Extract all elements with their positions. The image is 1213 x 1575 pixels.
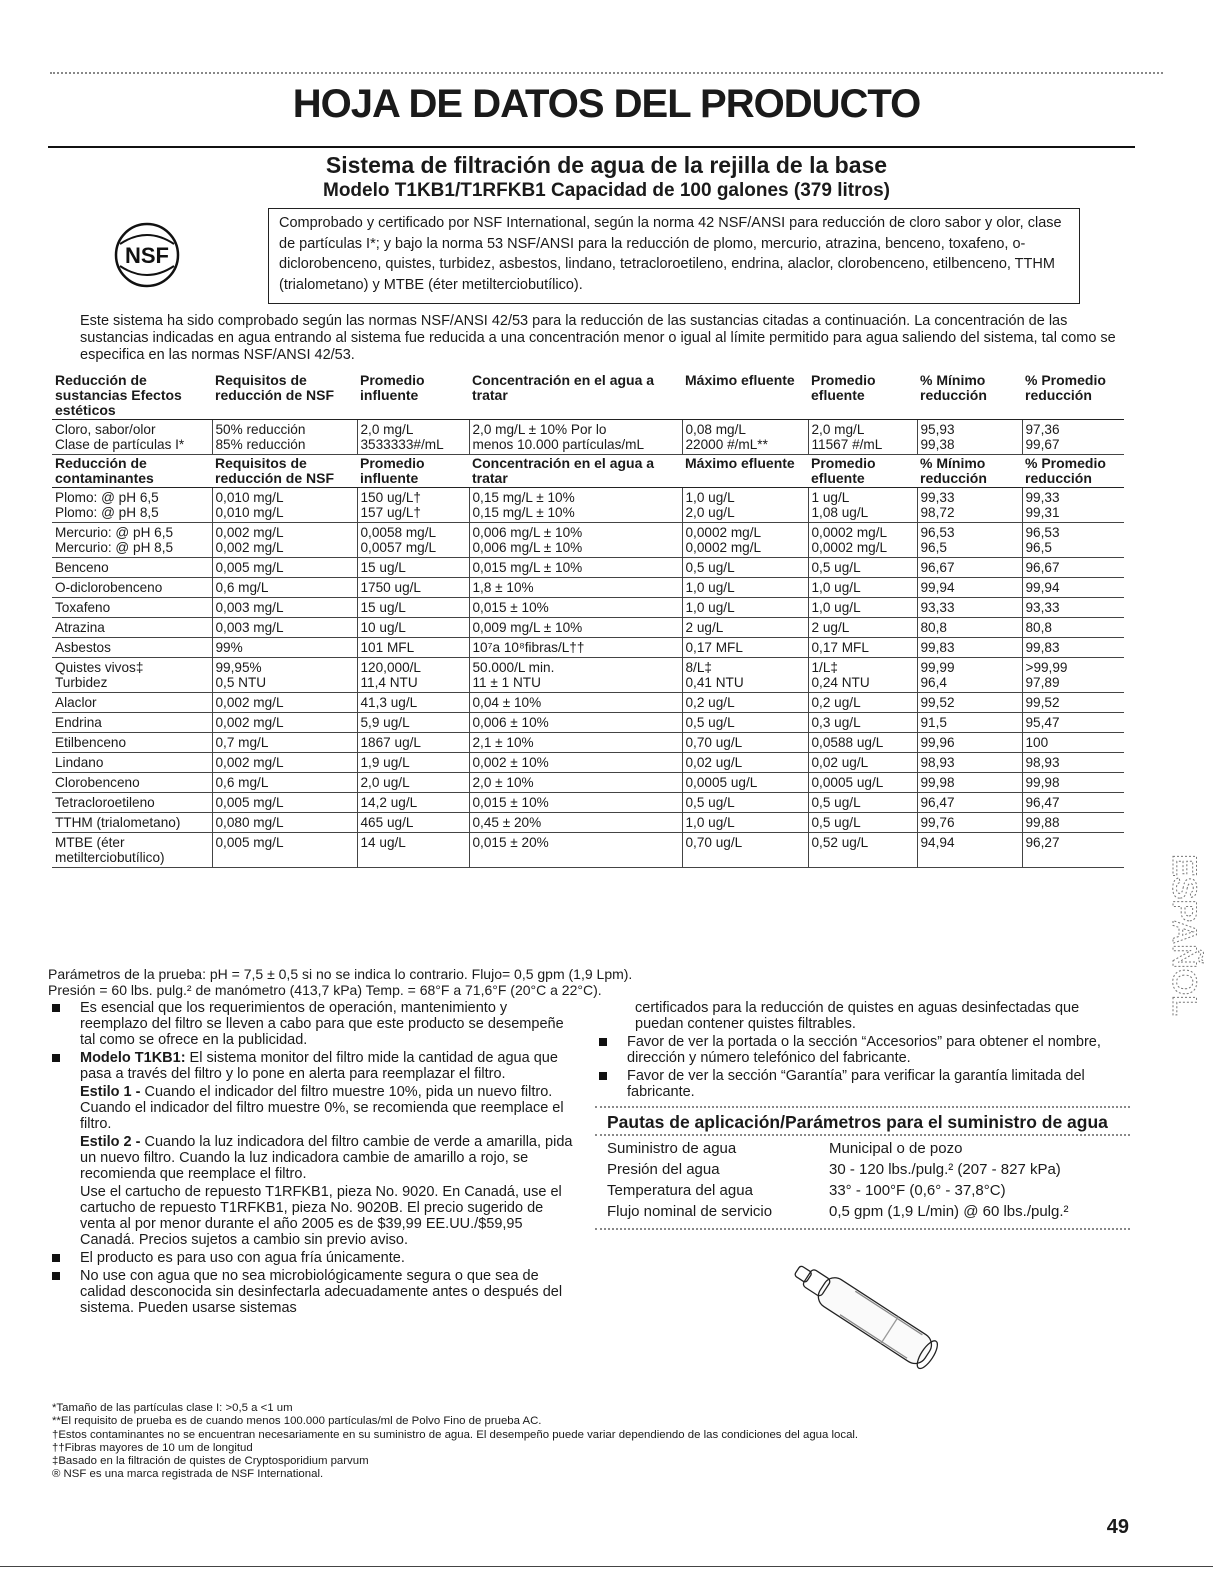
bullet-icon	[52, 1272, 60, 1280]
note-item: No use con agua que no sea microbiológicamente segura o que sea de calidad desconocida sin desinfectarla adecuadamente antes o después del sistema. Pueden usarse sistemas	[48, 1268, 576, 1316]
table-cell: Quistes vivos‡ Turbidez	[52, 658, 212, 693]
table-cell: 0,002 mg/L	[212, 713, 357, 733]
table-cell: 0,003 mg/L	[212, 618, 357, 638]
table-cell: 1,9 ug/L	[357, 753, 469, 773]
table-cell: Cloro, sabor/olor Clase de partículas I*	[52, 420, 212, 455]
table-row	[52, 693, 1124, 713]
footnotes	[52, 1402, 1172, 1482]
bottom-rule	[0, 1566, 1213, 1567]
table-cell: 99,96	[917, 733, 1022, 753]
table-cell: 5,9 ug/L	[357, 713, 469, 733]
table-cell: 1,0 ug/L	[682, 813, 808, 833]
table-cell: 150 ug/L† 157 ug/L†	[357, 488, 469, 523]
table-cell: 8/L‡ 0,41 NTU	[682, 658, 808, 693]
table-cell: Mercurio: @ pH 6,5 Mercurio: @ pH 8,5	[52, 523, 212, 558]
table-cell: 1750 ug/L	[357, 578, 469, 598]
table-cell: 0,0002 mg/L 0,0002 mg/L	[682, 523, 808, 558]
style1-note: Estilo 1 - Cuando el indicador del filtro muestre 10%, pida un nuevo filtro. Cuando el indicador del filtro muestre 0%, se recomienda que reemplace el filtro.	[80, 1084, 564, 1132]
table-cell: 1,0 ug/L 2,0 ug/L	[682, 488, 808, 523]
table-cell: Clorobenceno	[52, 773, 212, 793]
table-row	[52, 598, 1124, 618]
column-header: Máximo efluente	[682, 455, 808, 488]
table-cell: 0,5 ug/L	[808, 793, 917, 813]
test-parameters-line: Presión = 60 lbs. pulg.² de manómetro (413,7 kPa) Temp. = 68°F a 71,6°F (20°C a 22°C).	[48, 982, 602, 998]
footnote: ® NSF es una marca registrada de NSF International.	[52, 1468, 324, 1481]
table-cell: 99,94	[1022, 578, 1124, 598]
table-cell: 96,53 96,5	[917, 523, 1022, 558]
column-header: Reducción de sustancias Efectos estéticos	[52, 372, 212, 420]
table-cell: 14 ug/L	[357, 833, 469, 868]
table-row	[52, 558, 1124, 578]
table-cell: Asbestos	[52, 638, 212, 658]
bullet-icon	[52, 1254, 60, 1262]
column-header: % Mínimo reducción	[917, 455, 1022, 488]
nsf-logo-text: NSF	[125, 243, 169, 268]
guideline-row: Temperatura del agua 33° - 100°F (0,6° - 37,8°C)	[607, 1182, 1006, 1199]
table-cell: 96,67	[917, 558, 1022, 578]
table-cell: 80,8	[917, 618, 1022, 638]
table-cell: Alaclor	[52, 693, 212, 713]
table-cell: 2 ug/L	[682, 618, 808, 638]
column-header: Máximo efluente	[682, 372, 808, 420]
table-cell: 0,002 ± 10%	[469, 753, 682, 773]
page-number: 49	[1106, 1516, 1129, 1538]
note-item: Modelo T1KB1: El sistema monitor del filtro mide la cantidad de agua que pasa a través del filtro y lo pone en alerta para reemplazar el filtro.	[48, 1050, 576, 1082]
table-cell: 0,0005 ug/L	[682, 773, 808, 793]
side-tab-label: ESPAÑOL	[1165, 854, 1203, 1016]
table-cell: 99,94	[917, 578, 1022, 598]
table-cell: Benceno	[52, 558, 212, 578]
table-cell: 96,47	[1022, 793, 1124, 813]
performance-data-table	[52, 372, 1124, 868]
table-cell: 0,08 mg/L 22000 #/mL**	[682, 420, 808, 455]
dotted-divider	[595, 1106, 1130, 1108]
table-cell: 99,98	[917, 773, 1022, 793]
table-cell: 1,0 ug/L	[808, 598, 917, 618]
table-cell: 0,010 mg/L 0,010 mg/L	[212, 488, 357, 523]
column-header: Reducción de contaminantes	[52, 455, 212, 488]
table-cell: 0,002 mg/L 0,002 mg/L	[212, 523, 357, 558]
table-cell: 97,36 99,67	[1022, 420, 1124, 455]
table-cell: 41,3 ug/L	[357, 693, 469, 713]
table-cell: 10⁷a 10⁸fibras/L††	[469, 638, 682, 658]
table-cell: 0,5 ug/L	[808, 813, 917, 833]
table-cell: 0,005 mg/L	[212, 793, 357, 813]
table-cell: 99,33 99,31	[1022, 488, 1124, 523]
column-header: Promedio efluente	[808, 455, 917, 488]
table-cell: 0,02 ug/L	[808, 753, 917, 773]
table-row	[52, 793, 1124, 813]
table-cell: 0,7 mg/L	[212, 733, 357, 753]
nsf-logo-icon	[114, 222, 180, 288]
table-cell: 0,015 ± 10%	[469, 793, 682, 813]
column-header: Requisitos de reducción de NSF	[212, 372, 357, 420]
table-cell: 99,52	[917, 693, 1022, 713]
table-cell: 99,83	[917, 638, 1022, 658]
table-cell: 0,6 mg/L	[212, 578, 357, 598]
guideline-row: Suministro de agua Municipal o de pozo	[607, 1140, 963, 1157]
table-cell: Lindano	[52, 753, 212, 773]
table-cell: 0,015 mg/L ± 10%	[469, 558, 682, 578]
table-cell: 98,93	[917, 753, 1022, 773]
guidelines-heading: Pautas de aplicación/Parámetros para el suministro de agua	[607, 1112, 1108, 1132]
table-cell: 99%	[212, 638, 357, 658]
table-cell: Endrina	[52, 713, 212, 733]
table-cell: 2,1 ± 10%	[469, 733, 682, 753]
title-rule	[48, 146, 1135, 148]
table-row	[52, 488, 1124, 523]
table-cell: 0,15 mg/L ± 10% 0,15 mg/L ± 10%	[469, 488, 682, 523]
dotted-divider	[595, 1228, 1130, 1230]
language-side-tab	[1148, 810, 1203, 1060]
table-cell: 1867 ug/L	[357, 733, 469, 753]
footnote: ‡Basado en la filtración de quistes de Cryptosporidium parvum	[52, 1455, 369, 1468]
note-item: El producto es para uso con agua fría únicamente.	[48, 1250, 576, 1266]
table-cell: O-diclorobenceno	[52, 578, 212, 598]
column-header: Promedio influente	[357, 455, 469, 488]
dotted-divider	[595, 1134, 1130, 1136]
table-cell: 99,98	[1022, 773, 1124, 793]
table-row	[52, 578, 1124, 598]
table-cell: 465 ug/L	[357, 813, 469, 833]
table-cell: 101 MFL	[357, 638, 469, 658]
table-cell: 96,67	[1022, 558, 1124, 578]
table-row	[52, 813, 1124, 833]
test-parameters	[48, 966, 808, 998]
table-cell: 0,003 mg/L	[212, 598, 357, 618]
table-row	[52, 713, 1124, 733]
table-cell: Toxafeno	[52, 598, 212, 618]
table-cell: 96,47	[917, 793, 1022, 813]
bullet-icon	[52, 1004, 60, 1012]
table-cell: Atrazina	[52, 618, 212, 638]
table-cell: 2,0 mg/L 3533333#/mL	[357, 420, 469, 455]
table-cell: 93,33	[1022, 598, 1124, 618]
table-row	[52, 753, 1124, 773]
table-cell: 96,53 96,5	[1022, 523, 1124, 558]
table-cell: 1,0 ug/L	[682, 578, 808, 598]
table-cell: 99,88	[1022, 813, 1124, 833]
table-cell: 2,0 ug/L	[357, 773, 469, 793]
table-cell: 0,0588 ug/L	[808, 733, 917, 753]
table-cell: 0,002 mg/L	[212, 753, 357, 773]
filter-cartridge-illustration	[772, 1262, 982, 1382]
cartridge-note: Use el cartucho de repuesto T1RFKB1, pieza No. 9020. En Canadá, use el cartucho de repuesto T1RFKB1, pieza No. 9020B. El precio sugerido de venta al por menor durante el año 2005 es de $39,99 EE.UU./$59,95 Canadá. Precios sujetos a cambio sin previo aviso.	[80, 1184, 562, 1248]
right-notes-column	[595, 1000, 1130, 1236]
table-cell: 99,95% 0,5 NTU	[212, 658, 357, 693]
table-cell: 2,0 ± 10%	[469, 773, 682, 793]
table-cell: 15 ug/L	[357, 598, 469, 618]
table-cell: 99,83	[1022, 638, 1124, 658]
note-item: Favor de ver la portada o la sección “Accesorios” para obtener el nombre, dirección y número telefónico del fabricante.	[595, 1034, 1130, 1066]
guideline-row: Presión del agua 30 - 120 lbs./pulg.² (207 - 827 kPa)	[607, 1161, 1061, 1178]
table-cell: 91,5	[917, 713, 1022, 733]
table-cell: 120,000/L 11,4 NTU	[357, 658, 469, 693]
table-cell: 0,0005 ug/L	[808, 773, 917, 793]
column-header: % Mínimo reducción	[917, 372, 1022, 420]
table-cell: >99,99 97,89	[1022, 658, 1124, 693]
footnote: **El requisito de prueba es de cuando menos 100.000 partículas/ml de Polvo Fino de prueba AC.	[52, 1415, 542, 1428]
table-cell: TTHM (trialometano)	[52, 813, 212, 833]
table-cell: 1/L‡ 0,24 NTU	[808, 658, 917, 693]
table-cell: 0,5 ug/L	[808, 558, 917, 578]
style2-note: Estilo 2 - Cuando la luz indicadora del filtro cambie de verde a amarilla, pida un nuevo filtro. Cuando la luz indicadora cambie de amarillo a rojo, se recomienda que reemplace el filtro.	[80, 1134, 573, 1182]
table-cell: 0,005 mg/L	[212, 833, 357, 868]
table-cell: 94,94	[917, 833, 1022, 868]
table-cell: 0,5 ug/L	[682, 558, 808, 578]
certification-box: Comprobado y certificado por NSF International, según la norma 42 NSF/ANSI para reducción de cloro sabor y olor, clase de partículas I*; y bajo la norma 53 NSF/ANSI para la reducción de plomo, mercurio, atrazina, benceno, toxafeno, o-diclorobenceno, quistes, turbidez, asbestos, lindano, tetracloroetileno, endrina, alaclor, clorobenceno, etilbenceno, TTHM (trialometano) y MTBE (éter metilterciobutílico).	[268, 208, 1080, 304]
footnote: *Tamaño de las partículas clase I: >0,5 a <1 um	[52, 1402, 293, 1414]
table-cell: 95,93 99,38	[917, 420, 1022, 455]
table-row	[52, 833, 1124, 868]
column-header: Concentración en el agua a tratar	[469, 455, 682, 488]
table-cell: 0,5 ug/L	[682, 793, 808, 813]
column-header: Promedio influente	[357, 372, 469, 420]
table-cell: 15 ug/L	[357, 558, 469, 578]
table-cell: 99,99 96,4	[917, 658, 1022, 693]
table-cell: 0,04 ± 10%	[469, 693, 682, 713]
table-row	[52, 618, 1124, 638]
table-cell: 50.000/L min. 11 ± 1 NTU	[469, 658, 682, 693]
table-cell: 1 ug/L 1,08 ug/L	[808, 488, 917, 523]
table-cell: 80,8	[1022, 618, 1124, 638]
table-cell: 96,27	[1022, 833, 1124, 868]
table-cell: 0,2 ug/L	[682, 693, 808, 713]
table-row	[52, 773, 1124, 793]
note-item: Favor de ver la sección “Garantía” para verificar la garantía limitada del fabricante.	[595, 1068, 1130, 1100]
table-cell: 0,5 ug/L	[682, 713, 808, 733]
product-subtitle: Sistema de filtración de agua de la rejilla de la base	[325, 152, 888, 178]
bullet-icon	[52, 1054, 60, 1062]
column-header: Promedio efluente	[808, 372, 917, 420]
table-cell: 98,93	[1022, 753, 1124, 773]
table-cell: 0,015 ± 10%	[469, 598, 682, 618]
test-parameters-line: Parámetros de la prueba: pH = 7,5 ± 0,5 si no se indica lo contrario. Flujo= 0,5 gpm (1,9 Lpm).	[48, 966, 633, 982]
note-item: Es esencial que los requerimientos de operación, mantenimiento y reemplazo del filtro se lleven a cabo para que este producto se desempeñe tal como se ofrece en la publicidad.	[48, 1000, 576, 1048]
table-cell: 0,015 ± 20%	[469, 833, 682, 868]
table-cell: 0,45 ± 20%	[469, 813, 682, 833]
table-cell: 0,0058 mg/L 0,0057 mg/L	[357, 523, 469, 558]
table-cell: 0,6 mg/L	[212, 773, 357, 793]
table-cell: 1,8 ± 10%	[469, 578, 682, 598]
column-header: % Promedio reducción	[1022, 455, 1124, 488]
column-header: Requisitos de reducción de NSF	[212, 455, 357, 488]
table-cell: 0,70 ug/L	[682, 733, 808, 753]
table-cell: 99,33 98,72	[917, 488, 1022, 523]
table-header-row	[52, 455, 1124, 488]
table-cell: Tetracloroetileno	[52, 793, 212, 813]
table-cell: 0,02 ug/L	[682, 753, 808, 773]
table-cell: 0,17 MFL	[808, 638, 917, 658]
table-cell: 10 ug/L	[357, 618, 469, 638]
model-subtitle: Modelo T1KB1/T1RFKB1 Capacidad de 100 galones (379 litros)	[323, 180, 890, 201]
table-cell: 99,52	[1022, 693, 1124, 713]
table-cell: Plomo: @ pH 6,5 Plomo: @ pH 8,5	[52, 488, 212, 523]
footnote: †Estos contaminantes no se encuentran necesariamente en su suministro de agua. El desempeño puede variar dependiendo de las condiciones del agua local.	[52, 1428, 859, 1441]
guidelines-table	[607, 1138, 1069, 1222]
table-cell: 1,0 ug/L	[808, 578, 917, 598]
page-title: HOJA DE DATOS DEL PRODUCTO	[292, 82, 921, 126]
table-row	[52, 658, 1124, 693]
intro-paragraph: Este sistema ha sido comprobado según las normas NSF/ANSI 42/53 para la reducción de las sustancias citadas a continuación. La concentración de las sustancias indicadas en agua entrando al sistema fue reducida a una concentración menor o igual al límite permitido para agua saliendo del sistema, tal como se especifica en las normas NSF/ANSI 42/53.	[80, 313, 1116, 363]
table-cell: 0,080 mg/L	[212, 813, 357, 833]
table-cell: Etilbenceno	[52, 733, 212, 753]
table-cell: 0,70 ug/L	[682, 833, 808, 868]
table-cell: 50% reducción 85% reducción	[212, 420, 357, 455]
table-cell: 0,2 ug/L	[808, 693, 917, 713]
table-cell: 0,006 ± 10%	[469, 713, 682, 733]
table-cell: 0,006 mg/L ± 10% 0,006 mg/L ± 10%	[469, 523, 682, 558]
bullet-icon	[599, 1038, 607, 1046]
table-cell: 0,3 ug/L	[808, 713, 917, 733]
table-row	[52, 733, 1124, 753]
table-row	[52, 523, 1124, 558]
table-row	[52, 638, 1124, 658]
column-header: Concentración en el agua a tratar	[469, 372, 682, 420]
table-cell: 2,0 mg/L ± 10% Por lo menos 10.000 partículas/mL	[469, 420, 682, 455]
table-cell: 14,2 ug/L	[357, 793, 469, 813]
table-cell: 0,009 mg/L ± 10%	[469, 618, 682, 638]
table-cell: 2 ug/L	[808, 618, 917, 638]
table-cell: 99,76	[917, 813, 1022, 833]
table-cell: 0,002 mg/L	[212, 693, 357, 713]
table-header-row	[52, 372, 1124, 420]
table-cell: 0,005 mg/L	[212, 558, 357, 578]
table-cell: 0,0002 mg/L 0,0002 mg/L	[808, 523, 917, 558]
left-notes-column	[48, 1000, 576, 1318]
top-dotted-rule	[50, 72, 1163, 74]
table-cell: 100	[1022, 733, 1124, 753]
table-cell: 2,0 mg/L 11567 #/mL	[808, 420, 917, 455]
column-header: % Promedio reducción	[1022, 372, 1124, 420]
table-cell: 93,33	[917, 598, 1022, 618]
table-cell: 0,52 ug/L	[808, 833, 917, 868]
table-row	[52, 420, 1124, 455]
continued-note: certificados para la reducción de quistes en aguas desinfectadas que puedan contener quistes filtrables.	[635, 1000, 1080, 1032]
table-cell: 0,17 MFL	[682, 638, 808, 658]
bullet-icon	[599, 1072, 607, 1080]
guideline-row: Flujo nominal de servicio 0,5 gpm (1,9 L/min) @ 60 lbs./pulg.²	[607, 1203, 1069, 1220]
table-cell: MTBE (éter metilterciobutílico)	[52, 833, 212, 868]
table-cell: 1,0 ug/L	[682, 598, 808, 618]
footnote: ††Fibras mayores de 10 um de longitud	[52, 1441, 253, 1454]
table-cell: 95,47	[1022, 713, 1124, 733]
